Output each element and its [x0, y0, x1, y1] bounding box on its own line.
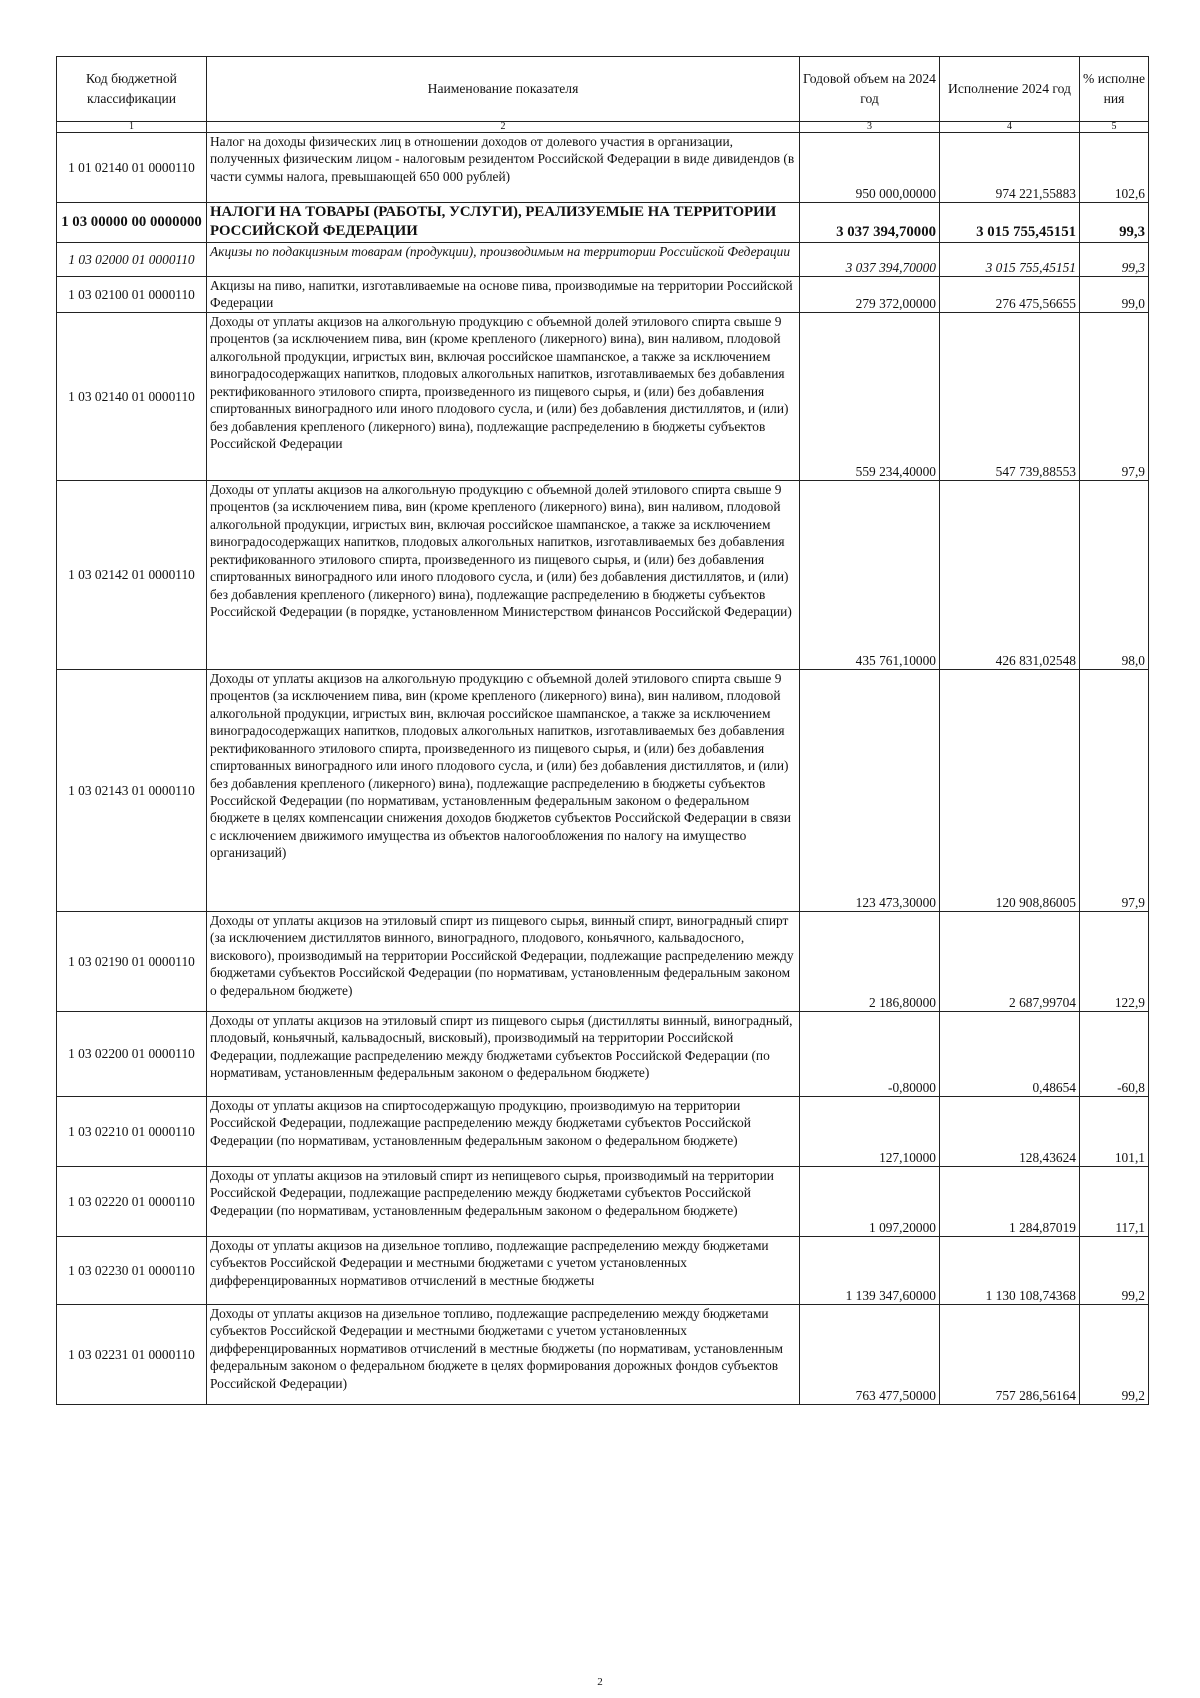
- percent-cell: 117,1: [1080, 1167, 1149, 1237]
- indicator-name-cell: Акцизы по подакцизным товарам (продукции), производимым на территории Российской Федерации: [207, 243, 800, 277]
- execution-cell: 128,43624: [940, 1097, 1080, 1167]
- column-number: 1: [57, 122, 207, 133]
- indicator-name-cell: Доходы от уплаты акцизов на алкогольную продукцию с объемной долей этилового спирта свыше 9 процентов (за исключением пива, вин (кроме крепленого (ликерного) вина), вин наливом, плодовой алкогольной продукции, игристых вин, включая российское шампанское, а также за исключением виноградосодержащих напитков, плодовых алкогольных напитков, изготавливаемых без добавления ректификованного этилового спирта, произведенного из пищевого сырья, и (или) без добавления спиртованных виноградного или иного плодового сусла, и (или) без добавления дистиллятов, и (или) без добавления крепленого (ликерного) вина), подлежащие распределению в бюджеты субъектов Российской Федерации (в порядке, установленном Министерством финансов Российской Федерации): [207, 481, 800, 670]
- annual-plan-cell: 559 234,40000: [800, 313, 940, 481]
- table-row: [57, 133, 1149, 203]
- table-row: [57, 481, 1149, 670]
- table-row: [57, 670, 1149, 912]
- annual-plan-cell: 950 000,00000: [800, 133, 940, 203]
- annual-plan-cell: -0,80000: [800, 1012, 940, 1097]
- annual-plan-cell: 123 473,30000: [800, 670, 940, 912]
- indicator-name-cell: Налог на доходы физических лиц в отношении доходов от долевого участия в организации, полученных физическим лицом - налоговым резидентом Российской Федерации в виде дивидендов (в части суммы налога, превышающей 650 000 рублей): [207, 133, 800, 203]
- execution-cell: 0,48654: [940, 1012, 1080, 1097]
- annual-plan-cell: 3 037 394,70000: [800, 203, 940, 243]
- indicator-name-cell: Доходы от уплаты акцизов на алкогольную продукцию с объемной долей этилового спирта свыше 9 процентов (за исключением пива, вин (кроме крепленого (ликерного) вина), вин наливом, плодовой алкогольной продукции, игристых вин, включая российское шампанское, а также за исключением виноградосодержащих напитков, плодовых алкогольных напитков, изготавливаемых без добавления ректификованного этилового спирта, произведенного из пищевого сырья, и (или) без добавления спиртованных виноградного или иного плодового сусла, и (или) без добавления дистиллятов, и (или) без добавления крепленого (ликерного) вина), подлежащие распределению в бюджеты субъектов Российской Федерации (по нормативам, установленным федеральным законом о федеральном бюджете в целях компенсации снижения доходов бюджетов субъектов Российской Федерации в связи с исключением движимого имущества из объектов налогообложения по налогу на имущество организаций): [207, 670, 800, 912]
- percent-cell: 99,3: [1080, 243, 1149, 277]
- percent-cell: 101,1: [1080, 1097, 1149, 1167]
- indicator-name-cell: Доходы от уплаты акцизов на дизельное топливо, подлежащие распределению между бюджетами субъектов Российской Федерации и местными бюджетами с учетом установленных дифференцированных нормативов отчислений в местные бюджеты (по нормативам, установленным федеральным законом о федеральном бюджете в целях формирования дорожных фондов субъектов Российской Федерации): [207, 1305, 800, 1405]
- budget-code-cell: 1 03 02230 01 0000110: [57, 1237, 207, 1305]
- header-code: Код бюджетной классификации: [57, 57, 207, 122]
- annual-plan-cell: 1 139 347,60000: [800, 1237, 940, 1305]
- execution-cell: 3 015 755,45151: [940, 243, 1080, 277]
- budget-code-cell: 1 03 00000 00 0000000: [57, 203, 207, 243]
- percent-cell: -60,8: [1080, 1012, 1149, 1097]
- annual-plan-cell: 1 097,20000: [800, 1167, 940, 1237]
- indicator-name-cell: Доходы от уплаты акцизов на спиртосодержащую продукцию, производимую на территории Российской Федерации, подлежащие распределению между бюджетами субъектов Российской Федерации (по нормативам, установленным федеральным законом о федеральном бюджете): [207, 1097, 800, 1167]
- execution-cell: 1 284,87019: [940, 1167, 1080, 1237]
- budget-code-cell: 1 01 02140 01 0000110: [57, 133, 207, 203]
- budget-code-cell: 1 03 02231 01 0000110: [57, 1305, 207, 1405]
- table-row: [57, 277, 1149, 313]
- column-number: 3: [800, 122, 940, 133]
- annual-plan-cell: 279 372,00000: [800, 277, 940, 313]
- execution-cell: 426 831,02548: [940, 481, 1080, 670]
- indicator-name-cell: Доходы от уплаты акцизов на этиловый спирт из пищевого сырья (дистилляты винный, виноградный, плодовый, коньячный, кальвадосный, висковый), производимый на территории Российской Федерации, подлежащие распределению между бюджетами субъектов Российской Федерации (по нормативам, установленным федеральным законом о федеральном бюджете): [207, 1012, 800, 1097]
- percent-cell: 102,6: [1080, 133, 1149, 203]
- table-row: [57, 912, 1149, 1012]
- budget-code-cell: 1 03 02000 01 0000110: [57, 243, 207, 277]
- header-percent: % исполне ния: [1080, 57, 1149, 122]
- percent-cell: 99,0: [1080, 277, 1149, 313]
- column-number: 5: [1080, 122, 1149, 133]
- table-row: [57, 313, 1149, 481]
- execution-cell: 276 475,56655: [940, 277, 1080, 313]
- execution-cell: 120 908,86005: [940, 670, 1080, 912]
- budget-code-cell: 1 03 02100 01 0000110: [57, 277, 207, 313]
- column-number: 2: [207, 122, 800, 133]
- indicator-name-cell: Доходы от уплаты акцизов на алкогольную продукцию с объемной долей этилового спирта свыше 9 процентов (за исключением пива, вин (кроме крепленого (ликерного) вина), вин наливом, плодовой алкогольной продукции, игристых вин, включая российское шампанское, а также за исключением виноградосодержащих напитков, плодовых алкогольных напитков, изготавливаемых без добавления ректификованного этилового спирта, произведенного из пищевого сырья, и (или) без добавления спиртованных виноградного или иного плодового сусла, и (или) без добавления дистиллятов, и (или) без добавления крепленого (ликерного) вина), подлежащие распределению в бюджеты субъектов Российской Федерации: [207, 313, 800, 481]
- annual-plan-cell: 2 186,80000: [800, 912, 940, 1012]
- budget-code-cell: 1 03 02140 01 0000110: [57, 313, 207, 481]
- indicator-name-cell: НАЛОГИ НА ТОВАРЫ (РАБОТЫ, УСЛУГИ), РЕАЛИЗУЕМЫЕ НА ТЕРРИТОРИИ РОССИЙСКОЙ ФЕДЕРАЦИИ: [207, 203, 800, 243]
- annual-plan-cell: 435 761,10000: [800, 481, 940, 670]
- budget-code-cell: 1 03 02143 01 0000110: [57, 670, 207, 912]
- annual-plan-cell: 127,10000: [800, 1097, 940, 1167]
- header-plan: Годовой объем на 2024 год: [800, 57, 940, 122]
- header-row: [57, 57, 1149, 122]
- budget-code-cell: 1 03 02190 01 0000110: [57, 912, 207, 1012]
- percent-cell: 99,2: [1080, 1305, 1149, 1405]
- column-number-row: [57, 122, 1149, 133]
- table-row: [57, 1237, 1149, 1305]
- percent-cell: 97,9: [1080, 313, 1149, 481]
- table-row: [57, 1012, 1149, 1097]
- table-row: [57, 1167, 1149, 1237]
- indicator-name-cell: Доходы от уплаты акцизов на этиловый спирт из пищевого сырья, винный спирт, виноградный спирт (за исключением дистиллятов винного, виноградного, плодового, коньячного, кальвадосного, вискового), производимый на территории Российской Федерации, подлежащие распределению между бюджетами субъектов Российской Федерации (по нормативам, установленным федеральным законом о федеральном бюджете): [207, 912, 800, 1012]
- indicator-name-cell: Акцизы на пиво, напитки, изготавливаемые на основе пива, производимые на территории Российской Федерации: [207, 277, 800, 313]
- budget-code-cell: 1 03 02210 01 0000110: [57, 1097, 207, 1167]
- percent-cell: 98,0: [1080, 481, 1149, 670]
- indicator-name-cell: Доходы от уплаты акцизов на этиловый спирт из непищевого сырья, производимый на территории Российской Федерации, подлежащие распределению между бюджетами субъектов Российской Федерации (по нормативам, установленным федеральным законом о федеральном бюджете): [207, 1167, 800, 1237]
- annual-plan-cell: 763 477,50000: [800, 1305, 940, 1405]
- execution-cell: 1 130 108,74368: [940, 1237, 1080, 1305]
- annual-plan-cell: 3 037 394,70000: [800, 243, 940, 277]
- percent-cell: 99,3: [1080, 203, 1149, 243]
- execution-cell: 2 687,99704: [940, 912, 1080, 1012]
- header-name: Наименование показателя: [207, 57, 800, 122]
- percent-cell: 99,2: [1080, 1237, 1149, 1305]
- column-number: 4: [940, 122, 1080, 133]
- execution-cell: 3 015 755,45151: [940, 203, 1080, 243]
- table-body: [57, 133, 1149, 1405]
- percent-cell: 97,9: [1080, 670, 1149, 912]
- budget-code-cell: 1 03 02200 01 0000110: [57, 1012, 207, 1097]
- table-row: [57, 243, 1149, 277]
- table-row: [57, 1097, 1149, 1167]
- budget-code-cell: 1 03 02220 01 0000110: [57, 1167, 207, 1237]
- header-actual: Исполнение 2024 год: [940, 57, 1080, 122]
- page-number: 2: [597, 1676, 603, 1688]
- execution-cell: 757 286,56164: [940, 1305, 1080, 1405]
- budget-code-cell: 1 03 02142 01 0000110: [57, 481, 207, 670]
- execution-cell: 974 221,55883: [940, 133, 1080, 203]
- table-row: [57, 203, 1149, 243]
- budget-table: [56, 56, 1149, 1405]
- percent-cell: 122,9: [1080, 912, 1149, 1012]
- execution-cell: 547 739,88553: [940, 313, 1080, 481]
- indicator-name-cell: Доходы от уплаты акцизов на дизельное топливо, подлежащие распределению между бюджетами субъектов Российской Федерации и местными бюджетами с учетом установленных дифференцированных нормативов отчислений в местные бюджеты: [207, 1237, 800, 1305]
- table-row: [57, 1305, 1149, 1405]
